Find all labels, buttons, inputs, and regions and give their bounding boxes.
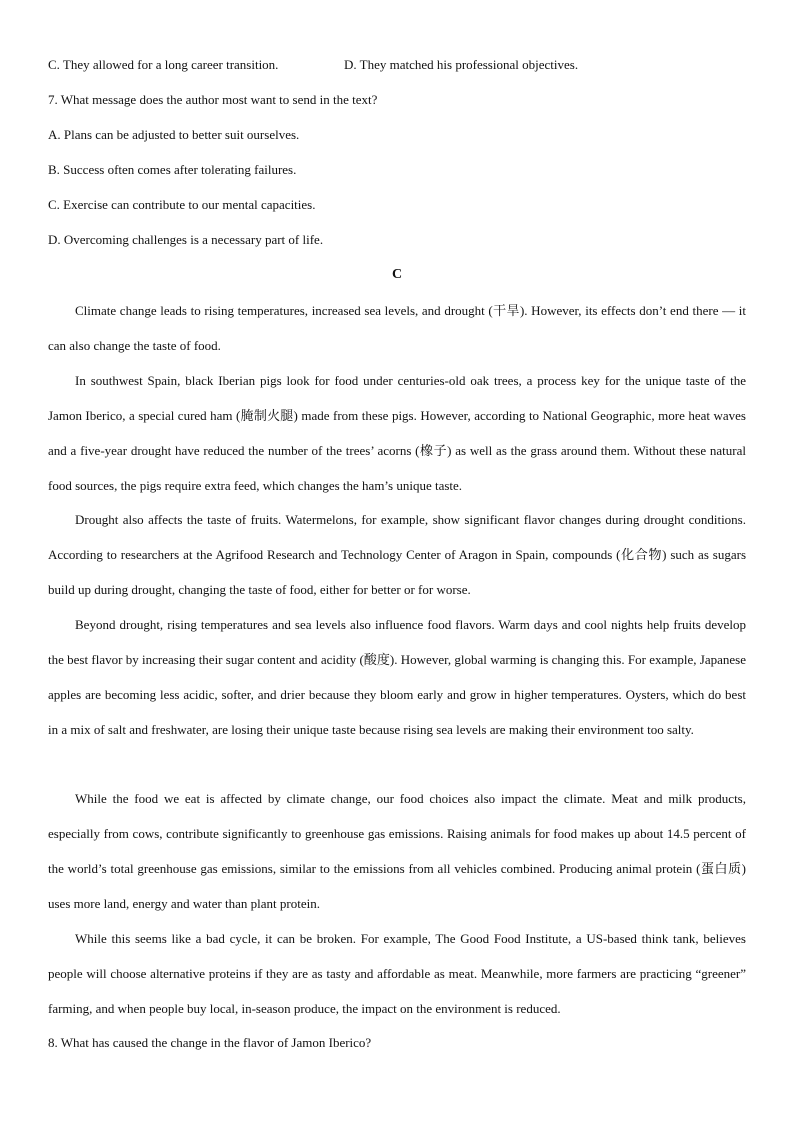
passage-paragraph: Drought also affects the taste of fruits. Watermelons, for example, show significant flavor changes during drought conditions. According to researchers at the Agrifood Research and Technology Center of Aragon in Spain, compounds (化合物) such as sugars build up during drought, changing the taste of food, either for better or for worse. [48, 512, 746, 597]
q6-options-row [48, 56, 578, 74]
q7-option-b[interactable]: B. Success often comes after tolerating failures. [48, 162, 297, 177]
passage-paragraph: While the food we eat is affected by climate change, our food choices also impact the climate. Meat and milk products, especially from cows, contribute significantly to greenhouse gas emissions. Raising animals for food makes up about 14.5 percent of the world’s total greenhouse gas emissions, similar to the emissions from all vehicles combined. Producing animal protein (蛋白质) uses more land, energy and water than plant protein. [48, 791, 746, 911]
q6-option-c[interactable]: C. They allowed for a long career transition. [48, 57, 279, 72]
q7-option-a[interactable]: A. Plans can be adjusted to better suit ourselves. [48, 127, 300, 142]
passage-paragraph: Climate change leads to rising temperatures, increased sea levels, and drought (干旱). However, its effects don’t end there — it can also change the taste of food. [48, 303, 746, 353]
passage-paragraph: While this seems like a bad cycle, it can be broken. For example, The Good Food Institute, a US-based think tank, believes people will choose alternative proteins if they are as tasty and affordable as meat. Meanwhile, more farmers are practicing “greener” farming, and when people buy local, in-season produce, the impact on the environment is reduced. [48, 931, 746, 1016]
q7-option-d[interactable]: D. Overcoming challenges is a necessary part of life. [48, 232, 324, 247]
passage-paragraph: Beyond drought, rising temperatures and sea levels also influence food flavors. Warm days and cool nights help fruits develop the best flavor by increasing their sugar content and acidity (酸度). However, global warming is changing this. For example, Japanese apples are becoming less acidic, softer, and drier because they bloom early and grow in higher temperatures. Oysters, which do best in a mix of salt and freshwater, are losing their unique taste because rising sea levels are making their environment too salty. [48, 617, 746, 737]
q7-question: 7. What message does the author most want to send in the text? [48, 92, 378, 107]
passage-heading: C [391, 267, 403, 282]
q8-question: 8. What has caused the change in the flavor of Jamon Iberico? [48, 1035, 372, 1050]
passage-paragraph: In southwest Spain, black Iberian pigs look for food under centuries-old oak trees, a process key for the unique taste of the Jamon Iberico, a special cured ham (腌制火腿) made from these pigs. However, according to National Geographic, more heat waves and a five-year drought have reduced the number of the trees’ acorns (橡子) as well as the grass around them. Without these natural food sources, the pigs require extra feed, which changes the ham’s unique taste. [48, 373, 746, 493]
q7-option-c[interactable]: C. Exercise can contribute to our mental capacities. [48, 197, 316, 212]
q6-option-d[interactable]: D. They matched his professional objectives. [344, 57, 579, 72]
